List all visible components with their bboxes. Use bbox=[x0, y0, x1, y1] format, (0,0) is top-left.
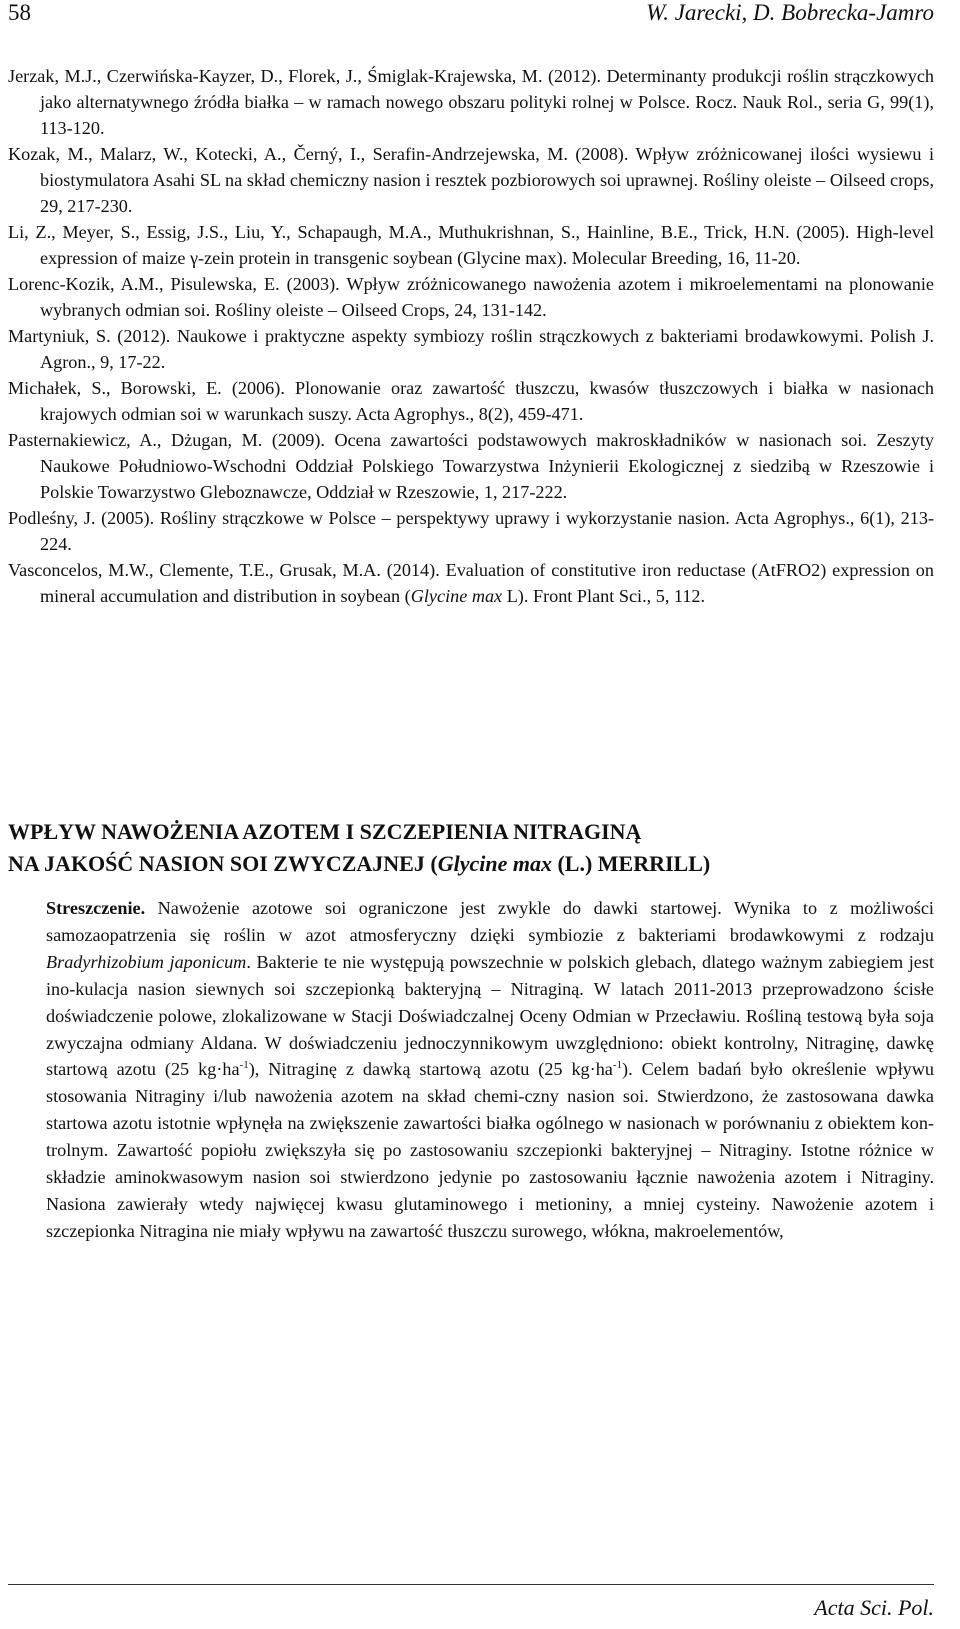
reference-list bbox=[8, 63, 934, 609]
abstract-species-name: Bradyrhizobium japonicum bbox=[46, 951, 247, 972]
page-header bbox=[8, 0, 934, 30]
abstract-text: Nawożenie azotowe soi ograniczone jest zwykle do dawki startowej. Wynika to z możliwości samozaopatrzenia się roślin w azot atmosferyczny dzięki symbiozie z bakteriami brodawkowymi z rodzaju bbox=[46, 898, 934, 945]
title-line-2-start: NA JAKOŚĆ NASION SOI ZWYCZAJNEJ ( bbox=[8, 851, 438, 876]
species-name: Glycine max bbox=[410, 586, 503, 606]
abstract bbox=[46, 895, 934, 1245]
reference-item: Michałek, S., Borowski, E. (2006). Plonowanie oraz zawartość tłuszczu, kwasów tłuszczowych i białka w nasionach krajowych odmian soi w warunkach suszy. Acta Agrophys., 8(2), 459-471. bbox=[8, 378, 934, 424]
abstract-text: ). Celem badań było określenie wpływu stosowania Nitraginy i/lub nawożenia azotem na skład chemi-czny nasion soi. Stwierdzono, że zastosowana dawka startowa azotu istotnie wpłynęła na zwiększenie zawartości białka ogólnego w nasionach w porównaniu z obiektem kon-trolnym. Zawartość popiołu zwiększyła się po zastosowaniu szczepionki bakteryjnej – Nitraginy. Istotne różnice w składzie aminokwasowym nasion soi stwierdzono jedynie po zastosowaniu łącznie nawożenia azotem i Nitraginy. Nasiona zawierały wtedy najwięcej kwasu glutaminowego i metioniny, a mniej cysteiny. Nawożenie azotem i szczepionka Nitragina nie miały wpływu na zawartość tłuszczu surowego, włókna, makroelementów, bbox=[46, 1059, 935, 1241]
reference-item: Jerzak, M.J., Czerwińska-Kayzer, D., Florek, J., Śmiglak-Krajewska, M. (2012). Determinanty produkcji roślin strączkowych jako alternatywnego źródła białka – w ramach nowego obszaru polityki rolnej w Polsce. Rocz. Nauk Rol., seria G, 99(1), 113-120. bbox=[8, 66, 934, 138]
reference-item: Pasternakiewicz, A., Dżugan, M. (2009). Ocena zawartości podstawowych makroskładników w nasionach soi. Zeszyty Naukowe Południowo-Wschodni Oddział Polskiego Towarzystwa Inżynierii Ekologicznej z siedzibą w Rzeszowie i Polskie Towarzystwo Gleboznawcze, Oddział w Rzeszowie, 1, 217-222. bbox=[8, 430, 934, 502]
reference-text: Vasconcelos, M.W., Clemente, T.E., Grusak, M.A. (2014). Evaluation of constitutive iron reductase (AtFRO2) expression on mineral accumulation and distribution in soybean ( bbox=[8, 560, 934, 606]
footer-divider bbox=[8, 1584, 934, 1585]
reference-item bbox=[8, 557, 934, 609]
reference-item: Martyniuk, S. (2012). Naukowe i praktyczne aspekty symbiozy roślin strączkowych z bakteriami brodawkowymi. Polish J. Agron., 9, 17-22. bbox=[8, 326, 934, 372]
abstract-label: Streszczenie. bbox=[46, 898, 146, 918]
unit-exponent: -1 bbox=[239, 1059, 249, 1072]
article-title bbox=[8, 816, 934, 880]
title-line-2-end: (L.) MERRILL) bbox=[551, 851, 711, 876]
reference-item: Li, Z., Meyer, S., Essig, J.S., Liu, Y., Schapaugh, M.A., Muthukrishnan, S., Hainline, B.E., Trick, H.N. (2005). High-level expression of maize γ-zein protein in transgenic soybean (Glycine max). Molecular Breeding, 16, 11-20. bbox=[8, 222, 934, 268]
title-species-name: Glycine max bbox=[437, 851, 552, 876]
page-number: 58 bbox=[8, 0, 31, 25]
abstract-text: ), Nitraginę z dawką startową azotu (25 kg·ha bbox=[248, 1059, 613, 1080]
unit-exponent: -1 bbox=[612, 1059, 623, 1072]
reference-text: L). Front Plant Sci., 5, 112. bbox=[502, 586, 706, 606]
abstract-text: . Bakterie te nie występują powszechnie w polskich glebach, dlatego ważnym zabiegiem jest ino-kulacja nasion siewnych soi szczepionką bakteryjną – Nitraginą. W latach 2011-2013 przeprowadzono ścisłe doświadczenie polowe, zlokalizowane w Stacji Doświadczalnej Oceny Odmian w Przecławiu. Rośliną testową była soja zwyczajna odmiany Aldana. W doświadczeniu jednoczynnikowym uwzględniono: obiekt kontrolny, Nitraginę, dawkę startową azotu (25 kg·ha bbox=[46, 951, 935, 1080]
reference-item: Lorenc-Kozik, A.M., Pisulewska, E. (2003). Wpływ zróżnicowanego nawożenia azotem i mikroelementami na plonowanie wybranych odmian soi. Rośliny oleiste – Oilseed Crops, 24, 131-142. bbox=[8, 274, 934, 320]
title-line-1: WPŁYW NAWOŻENIA AZOTEM I SZCZEPIENIA NITRAGINĄ bbox=[8, 819, 642, 844]
running-head-authors: W. Jarecki, D. Bobrecka-Jamro bbox=[646, 0, 934, 25]
reference-item: Podleśny, J. (2005). Rośliny strączkowe w Polsce – perspektywy uprawy i wykorzystanie nasion. Acta Agrophys., 6(1), 213-224. bbox=[8, 508, 934, 554]
journal-name: Acta Sci. Pol. bbox=[814, 1595, 934, 1620]
reference-item: Kozak, M., Malarz, W., Kotecki, A., Černý, I., Serafin-Andrzejewska, M. (2008). Wpływ zróżnicowanej ilości wysiewu i biostymulatora Asahi SL na skład chemiczny nasion i resztek pozbiorowych soi uprawnej. Rośliny oleiste – Oilseed crops, 29, 217-230. bbox=[8, 144, 934, 216]
